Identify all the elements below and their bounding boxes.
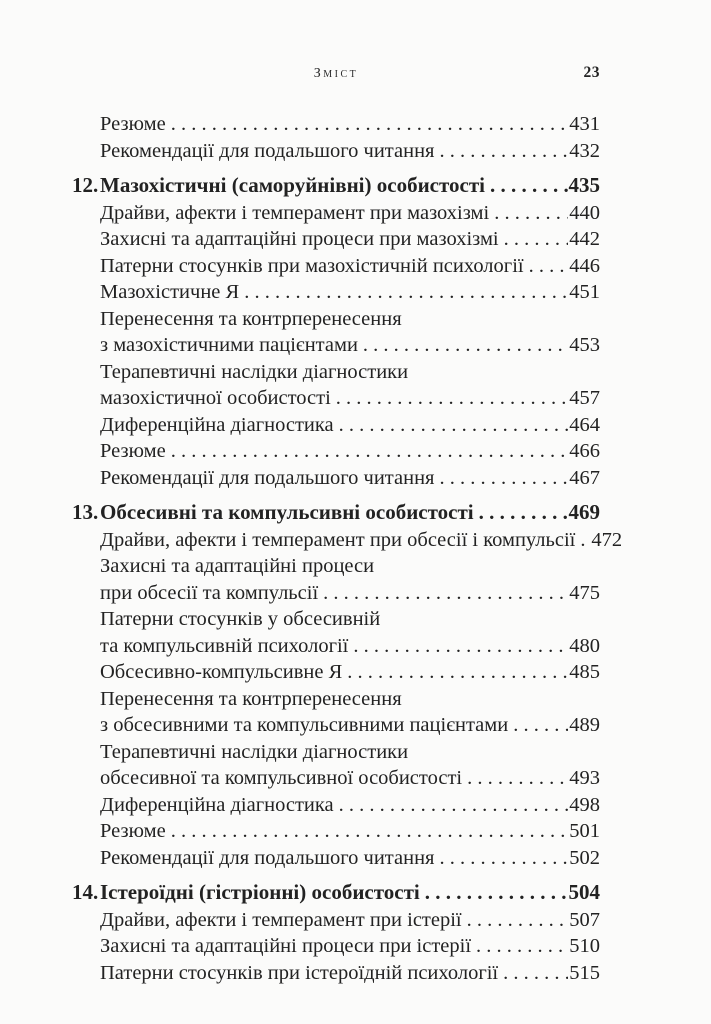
toc-page-number: 498 — [569, 793, 600, 816]
dot-leader — [503, 960, 568, 987]
toc-chapter-number: 14. — [72, 880, 99, 904]
toc-entry — [72, 279, 600, 306]
toc-chapter-number: 13. — [72, 500, 99, 524]
toc-page-number: 507 — [569, 908, 600, 931]
toc-page-number: 510 — [569, 935, 600, 957]
toc-entry — [72, 332, 600, 359]
toc-entry — [72, 306, 600, 333]
toc-entry — [72, 712, 600, 739]
toc-chapter-entry — [72, 499, 600, 526]
toc-entry — [72, 818, 600, 845]
dot-leader — [339, 412, 569, 439]
toc-page-number: 502 — [569, 846, 600, 869]
toc-page-number: 446 — [569, 254, 600, 277]
toc-entry-text: Драйви, афекти і темперамент при обсесії і компульсії — [100, 528, 576, 551]
dot-leader — [336, 385, 568, 412]
toc-page-number: 485 — [569, 661, 600, 683]
toc-page-number: 480 — [569, 634, 600, 657]
dot-leader — [513, 712, 568, 739]
dot-leader — [439, 845, 568, 872]
toc-page-number: 431 — [569, 113, 600, 135]
toc-page-number: 472 — [591, 528, 623, 551]
toc-entry — [72, 226, 600, 253]
toc-chapter-number: 12. — [72, 173, 99, 197]
toc-entry — [72, 960, 600, 987]
toc-entry — [72, 633, 600, 660]
toc-entry-text: Драйви, афекти і темперамент при істерії — [100, 908, 462, 931]
toc-chapter-entry — [72, 879, 600, 906]
running-head — [72, 64, 600, 86]
toc-page-number: 457 — [569, 387, 600, 409]
dot-leader — [171, 438, 569, 465]
toc-entry — [72, 385, 600, 412]
dot-leader — [425, 879, 568, 906]
toc-entry-text: Терапевтичні наслідки діагностики — [100, 740, 409, 763]
toc-entry-text: з обсесивними та компульсивними пацієнтами — [100, 714, 509, 736]
toc-entry — [72, 553, 600, 580]
toc-page-number: 432 — [569, 139, 600, 162]
toc-page-number: 435 — [568, 173, 600, 197]
dot-leader — [467, 907, 569, 934]
toc-entry-text: Перенесення та контрперенесення — [100, 687, 402, 710]
toc-entry-text: Диференційна діагностика — [100, 793, 334, 816]
toc-entry — [72, 765, 600, 792]
toc-entry-text: Патерни стосунків при мазохістичній психології — [100, 254, 524, 277]
toc-entry — [72, 359, 600, 386]
toc-page-number: 451 — [569, 281, 600, 303]
toc-entry-text: Мазохістичні (саморуйнівні) особистості — [100, 173, 486, 197]
toc-entry-text: Рекомендації для подальшого читання — [100, 846, 435, 869]
dot-leader — [323, 580, 568, 607]
dot-leader — [580, 527, 590, 554]
toc-entry — [72, 845, 600, 872]
dot-leader — [479, 499, 568, 526]
toc-entry-text: Резюме — [100, 440, 166, 462]
toc-page-number: 489 — [569, 714, 600, 736]
dot-leader — [353, 633, 568, 660]
toc-entry-text: та компульсивній психології — [100, 634, 349, 657]
toc-entry — [72, 907, 600, 934]
toc-entry — [72, 200, 600, 227]
toc-entry — [72, 686, 600, 713]
toc-page-number: 469 — [568, 500, 600, 524]
dot-leader — [339, 792, 569, 819]
toc-entry-text: обсесивної та компульсивної особистості — [100, 767, 463, 789]
toc-page-number: 440 — [569, 201, 600, 224]
toc-page-number: 466 — [569, 440, 600, 462]
toc-chapter-entry — [72, 172, 600, 199]
toc-entry — [72, 138, 600, 165]
toc-entry — [72, 792, 600, 819]
toc-page-number: 493 — [569, 767, 600, 789]
toc-page-number: 501 — [569, 820, 600, 842]
toc-entry-text: Рекомендації для подальшого читання — [100, 466, 435, 489]
dot-leader — [439, 465, 568, 492]
page-number: 23 — [583, 64, 600, 81]
toc-entry-text: Рекомендації для подальшого читання — [100, 139, 435, 162]
toc-page-number: 442 — [569, 228, 600, 250]
toc-entry — [72, 659, 600, 686]
toc-entry — [72, 933, 600, 960]
toc-entry-text: мазохістичної особистості — [100, 387, 331, 409]
toc-page-number: 453 — [569, 334, 600, 356]
toc-entry — [72, 606, 600, 633]
toc-entry — [72, 412, 600, 439]
toc-list — [72, 111, 623, 986]
toc-entry-text: Диференційна діагностика — [100, 413, 334, 436]
toc-entry-text: Захисні та адаптаційні процеси — [100, 555, 375, 577]
toc-entry-text: Обсесивні та компульсивні особистості — [100, 500, 474, 524]
dot-leader — [490, 172, 567, 199]
dot-leader — [476, 933, 568, 960]
toc-entry — [72, 465, 600, 492]
toc-entry-text: Терапевтичні наслідки діагностики — [100, 360, 409, 383]
toc-entry-text: Перенесення та контрперенесення — [100, 307, 402, 330]
toc-entry-text: Мазохістичне Я — [100, 281, 240, 303]
toc-entry-text: Резюме — [100, 113, 166, 135]
toc-page-number: 515 — [569, 961, 600, 984]
toc-entry-text: Резюме — [100, 820, 166, 842]
toc-entry-text: Захисні та адаптаційні процеси при мазохізмі — [100, 228, 499, 250]
dot-leader — [494, 200, 568, 227]
toc-entry — [72, 438, 600, 465]
toc-page-number: 464 — [569, 413, 600, 436]
dot-leader — [171, 111, 569, 138]
toc-entry — [72, 739, 600, 766]
toc-entry-text: Захисні та адаптаційні процеси при істерії — [100, 935, 472, 957]
toc-entry — [72, 111, 600, 138]
toc-entry-text: Драйви, афекти і темперамент при мазохізмі — [100, 201, 490, 224]
toc-entry-text: при обсесії та компульсії — [100, 581, 319, 604]
dot-leader — [529, 253, 569, 280]
toc-entry-text: Патерни стосунків у обсесивній — [100, 608, 381, 630]
toc-entry-text: з мазохістичними пацієнтами — [100, 334, 358, 356]
dot-leader — [171, 818, 569, 845]
dot-leader — [363, 332, 568, 359]
toc-entry-text: Патерни стосунків при істероїдній психології — [100, 961, 499, 984]
dot-leader — [347, 659, 568, 686]
toc-entry-text: Істероїдні (гістріонні) особистості — [100, 880, 420, 904]
toc-page-number: 504 — [568, 880, 600, 904]
dot-leader — [244, 279, 568, 306]
toc-page-number: 475 — [569, 581, 600, 604]
toc-entry — [72, 580, 600, 607]
running-head-title: Зміст — [313, 66, 359, 81]
dot-leader — [439, 138, 568, 165]
toc-entry-text: Обсесивно-компульсивне Я — [100, 661, 343, 683]
toc-entry — [72, 253, 600, 280]
toc-page-number: 467 — [569, 466, 600, 489]
dot-leader — [504, 226, 569, 253]
dot-leader — [467, 765, 568, 792]
toc-entry — [72, 527, 623, 554]
